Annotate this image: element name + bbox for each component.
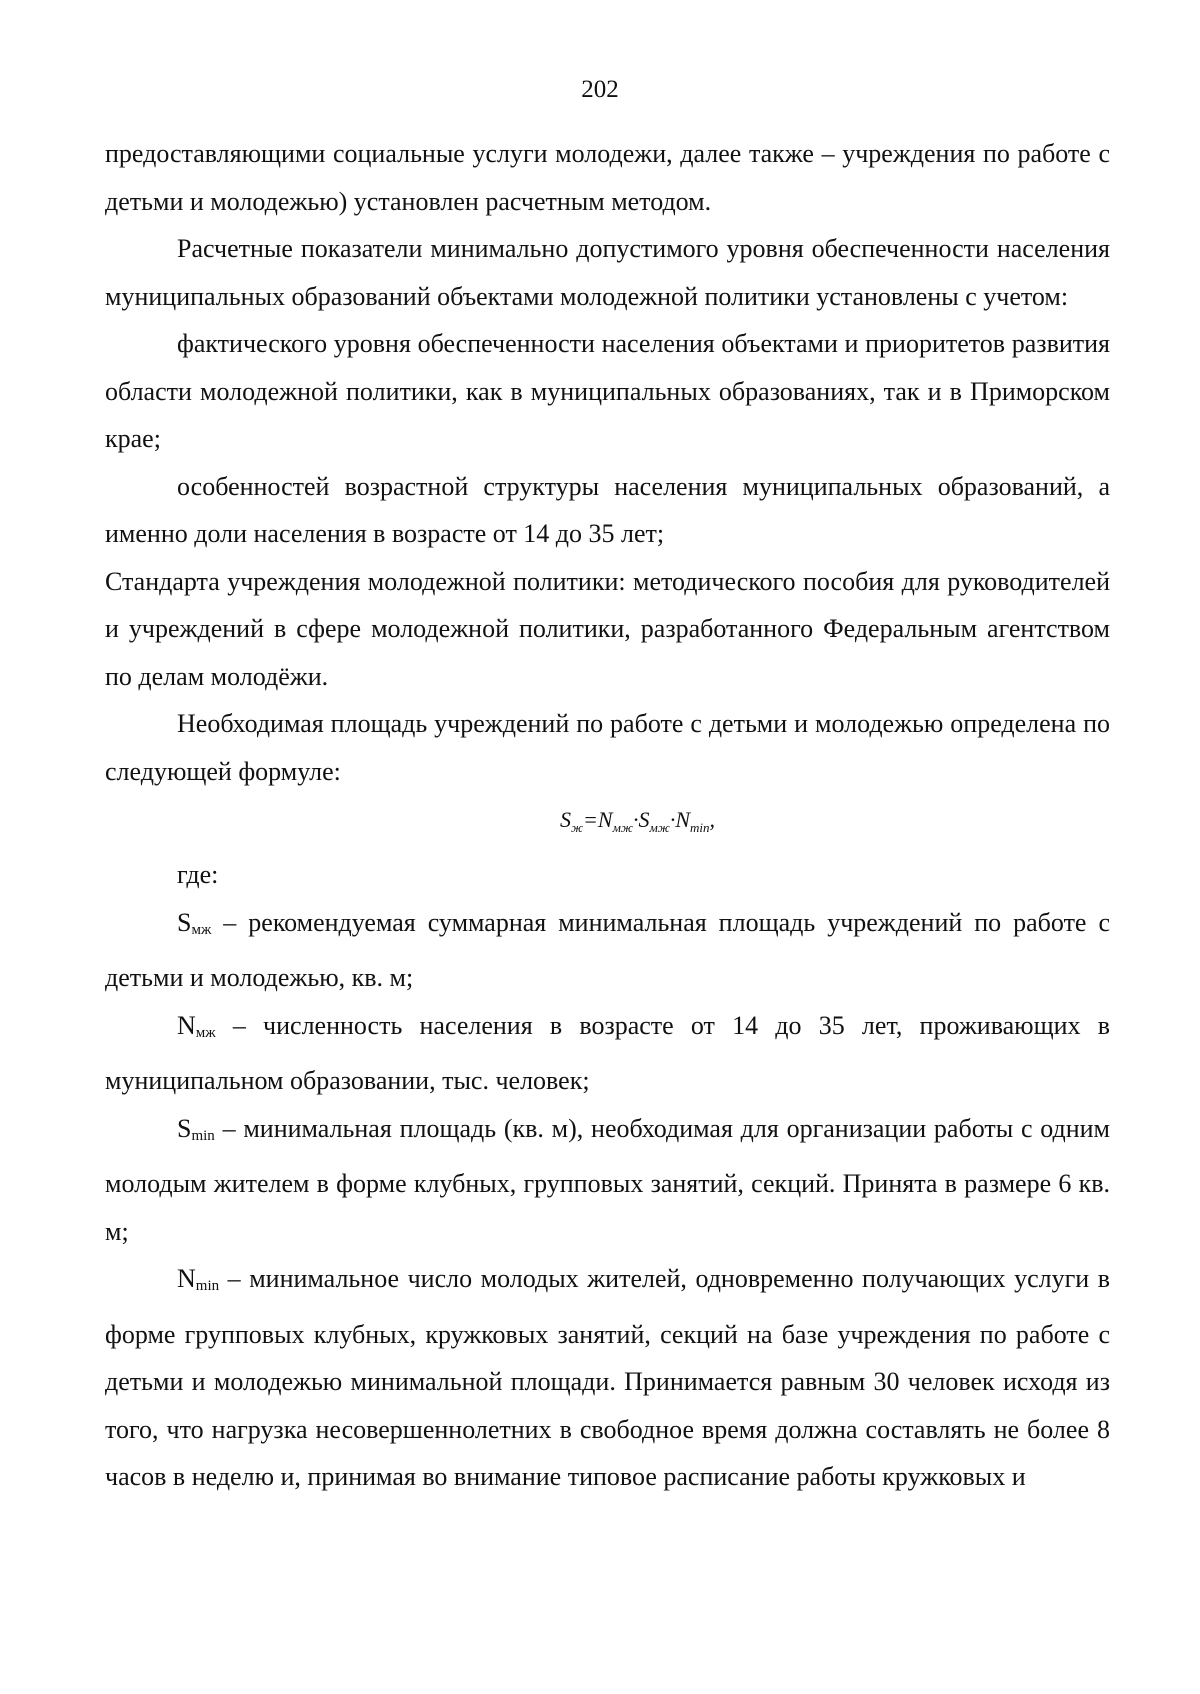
definition-text: – численность населения в возрасте от 14 до 35 лет, проживающих в муниципальном образовании, тыс. человек; bbox=[105, 1010, 1110, 1095]
paragraph-formula-intro: Необходимая площадь учреждений по работе с детьми и молодежью определена по следующей формуле: bbox=[105, 709, 1110, 786]
formula-lhs: S bbox=[559, 807, 571, 832]
paragraph-indicators: Расчетные показатели минимально допустимого уровня обеспеченности населения муниципальных образований объектами молодежной политики установлены с учетом: bbox=[105, 234, 1110, 311]
definition-n-mzh bbox=[105, 1002, 1110, 1105]
definition-n-min bbox=[105, 1255, 1110, 1501]
paragraph-age-structure: особенностей возрастной структуры населения муниципальных образований, а именно доли населения в возрасте от 14 до 35 лет; bbox=[105, 471, 1110, 548]
formula-lhs-subscript: ж bbox=[570, 820, 584, 835]
page-number: 202 bbox=[581, 76, 619, 103]
formula-dot-2: · bbox=[669, 807, 676, 832]
definition-symbol: S bbox=[177, 907, 192, 937]
paragraph-actual-level: фактического уровня обеспеченности населения объектами и приоритетов развития области молодежной политики, как в муниципальных образованиях, так и в Приморском крае; bbox=[105, 329, 1110, 453]
definition-symbol: S bbox=[177, 1113, 192, 1143]
definition-text: – минимальная площадь (кв. м), необходимая для организации работы с одним молодым жителем в форме клубных, групповых занятий, секций. Принята в размере 6 кв. м; bbox=[105, 1113, 1110, 1246]
formula-term-1-subscript: мж bbox=[612, 820, 633, 835]
definition-text: – минимальное число молодых жителей, одновременно получающих услуги в форме групповых клубных, кружковых занятий, секций на базе учреждения по работе с детьми и молодежью минимальной площади. Принимается равным 30 человек исходя из того, что нагрузка несовершеннолетних в свободное время должна составлять не более 8 часов в неделю и, принимая во внимание типовое расписание работы кружковых и bbox=[105, 1264, 1110, 1491]
formula-term-2-subscript: мж bbox=[649, 820, 670, 835]
document-body bbox=[105, 130, 1110, 1501]
formula-dot-1: · bbox=[632, 807, 639, 832]
definition-symbol: N bbox=[177, 1264, 196, 1293]
definition-subscript: min bbox=[195, 1278, 220, 1294]
definition-s-mzh bbox=[105, 899, 1110, 1002]
paragraph-standard: Стандарта учреждения молодежной политики: методического пособия для руководителей и учреждений в сфере молодежной политики, разработанного Федеральным агентством по делам молодёжи. bbox=[105, 566, 1110, 691]
formula-term-3: N bbox=[675, 807, 691, 832]
formula-term-1: N bbox=[597, 807, 613, 832]
formula-term-2: S bbox=[638, 807, 650, 832]
definition-subscript: мж bbox=[195, 1024, 216, 1041]
paragraph-intro: предоставляющими социальные услуги молодежи, далее также – учреждения по работе с детьми и молодежью) установлен расчетным методом. bbox=[105, 139, 1110, 216]
definition-subscript: min bbox=[191, 1127, 215, 1144]
formula-tail: , bbox=[709, 807, 716, 832]
formula-equals: = bbox=[583, 807, 598, 832]
area-formula bbox=[105, 795, 1110, 851]
definition-text: – рекомендуемая суммарная минимальная площадь учреждений по работе с детьми и молодежью, кв. м; bbox=[105, 907, 1110, 992]
where-label: где: bbox=[177, 860, 219, 889]
definition-symbol: N bbox=[177, 1010, 196, 1040]
definition-s-min bbox=[105, 1105, 1110, 1256]
definition-subscript: мж bbox=[191, 921, 212, 938]
formula-term-3-subscript: min bbox=[690, 820, 710, 835]
